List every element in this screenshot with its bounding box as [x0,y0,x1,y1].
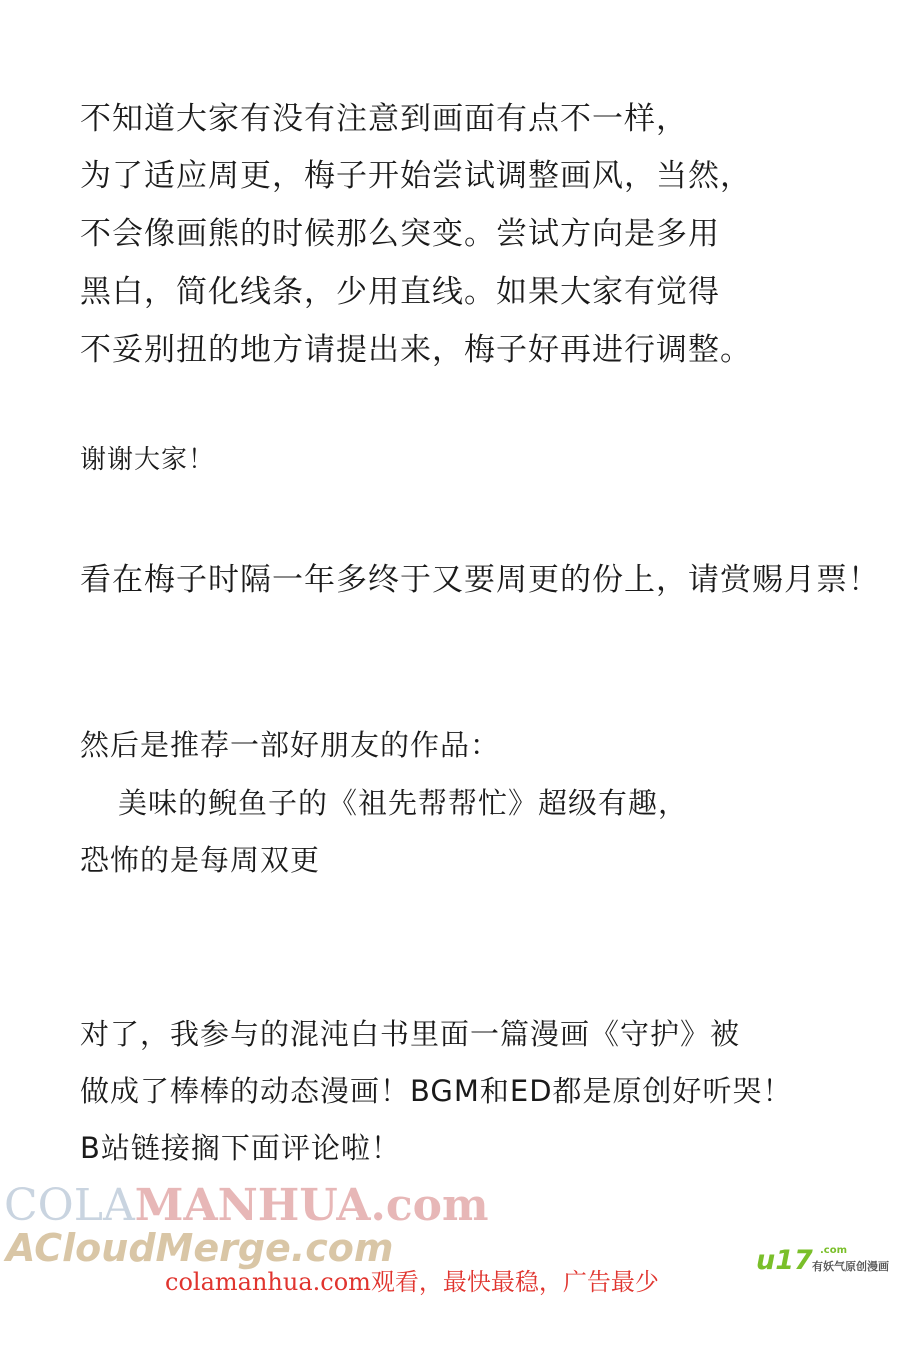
u17-domain: .com [820,1245,848,1256]
note-line-4: 黑白，简化线条，少用直线。如果大家有觉得 [80,274,720,310]
note-line-1: 不知道大家有没有注意到画面有点不一样， [80,101,688,137]
animation-note-line-2: 做成了棒棒的动态漫画！BGM和ED都是原创好听哭！ [80,1074,793,1108]
watermark-cola: COLA [4,1180,135,1231]
recommendation-detail: 恐怖的是每周双更 [80,843,321,877]
u17-slogan: 有妖气原创漫画 [812,1260,889,1273]
note-line-3: 不会像画熊的时候那么突变。尝试方向是多用 [80,216,720,252]
animation-note-line-3: B站链接搁下面评论啦！ [80,1131,401,1165]
thanks-line: 谢谢大家！ [80,445,216,475]
u17-mark: u17 [756,1245,813,1276]
recommendation-title: 美味的鲵鱼子的《祖先帮帮忙》超级有趣， [118,786,689,820]
note-line-5: 不妥别扭的地方请提出来，梅子好再进行调整。 [80,332,752,368]
recommendation-intro: 然后是推荐一部好朋友的作品： [80,728,501,762]
u17-logo [756,1245,896,1279]
colamanhua-watermark [4,1180,489,1231]
ticket-request-line: 看在梅子时隔一年多终于又要周更的份上，请赏赐月票！ [80,562,880,598]
animation-note-line-1: 对了，我参与的混沌白书里面一篇漫画《守护》被 [80,1017,741,1051]
acloudmerge-watermark: ACloudMerge.com [6,1226,394,1270]
note-line-2: 为了适应周更，梅子开始尝试调整画风，当然， [80,158,752,194]
watermark-manhua: MANHUA.com [134,1180,489,1231]
promo-text: colamanhua.com观看，最快最稳，广告最少 [165,1268,659,1296]
